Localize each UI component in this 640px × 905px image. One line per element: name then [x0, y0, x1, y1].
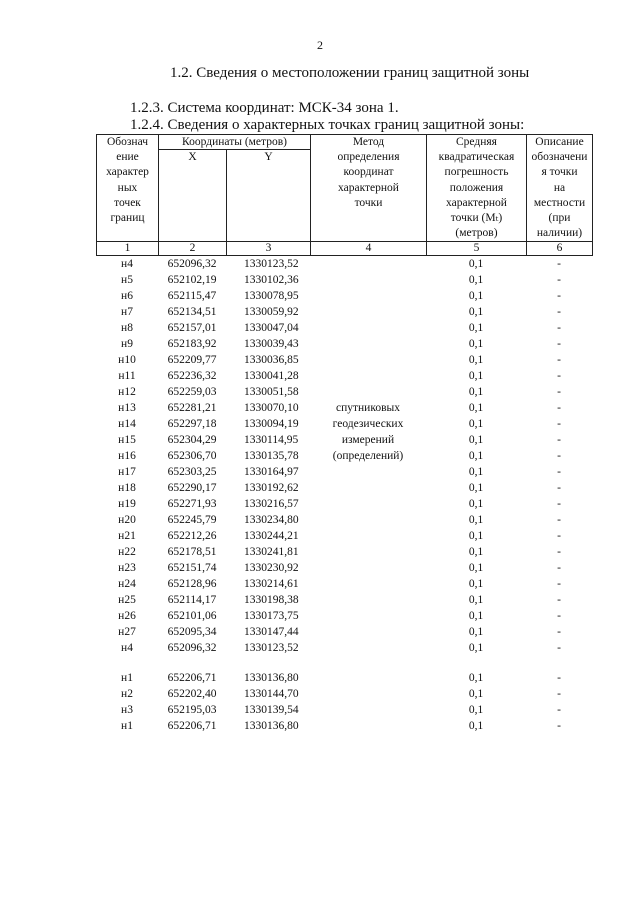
table-row [96, 304, 592, 320]
description-value: - [557, 720, 561, 732]
header-point-designation: Обознач ение характер ных точек границ [97, 135, 159, 242]
point-id: н3 [121, 704, 133, 716]
error-value: 0,1 [468, 482, 484, 494]
column-number: 6 [527, 242, 593, 256]
table-row [96, 480, 592, 496]
x-value: 652157,01 [167, 322, 217, 334]
table-row [96, 640, 592, 656]
point-id: н24 [118, 578, 136, 590]
table-row [96, 256, 592, 272]
y-value: 1330036,85 [244, 354, 299, 366]
error-value: 0,1 [468, 322, 484, 334]
point-id: н17 [118, 466, 136, 478]
error-value: 0,1 [468, 514, 484, 526]
coordinate-system-line: 1.2.3. Система координат: МСК-34 зона 1. [130, 100, 399, 116]
description-value: - [557, 290, 561, 302]
table-row [96, 496, 592, 512]
table-row [96, 368, 592, 384]
y-value: 1330051,58 [244, 386, 299, 398]
description-value: - [557, 688, 561, 700]
x-value: 652115,47 [167, 290, 217, 302]
point-id: н4 [121, 642, 133, 654]
table-row [96, 592, 592, 608]
x-value: 652202,40 [167, 688, 217, 700]
point-id: н20 [118, 514, 136, 526]
error-value: 0,1 [468, 258, 484, 270]
table-row [96, 686, 592, 702]
description-value: - [557, 562, 561, 574]
error-value: 0,1 [468, 434, 484, 446]
point-id: н2 [121, 688, 133, 700]
description-value: - [557, 450, 561, 462]
error-value: 0,1 [468, 546, 484, 558]
method-text: спутниковых геодезических измерений (определений) [332, 402, 404, 462]
table-row [96, 464, 592, 480]
table-row [96, 512, 592, 528]
table-row [96, 336, 592, 352]
column-number: 4 [311, 242, 427, 256]
y-value: 1330198,38 [244, 594, 299, 606]
table-row [96, 608, 592, 624]
table-row [96, 576, 592, 592]
x-value: 652128,96 [167, 578, 217, 590]
y-value: 1330241,81 [244, 546, 299, 558]
table-row [96, 528, 592, 544]
page-number: 2 [317, 38, 323, 52]
error-value: 0,1 [468, 626, 484, 638]
y-value: 1330094,19 [244, 418, 299, 430]
description-value: - [557, 578, 561, 590]
description-value: - [557, 322, 561, 334]
y-value: 1330139,54 [244, 704, 299, 716]
point-id: н10 [118, 354, 136, 366]
point-id: н5 [121, 274, 133, 286]
error-value: 0,1 [468, 530, 484, 542]
x-value: 652102,19 [167, 274, 217, 286]
description-value: - [557, 704, 561, 716]
y-value: 1330147,44 [244, 626, 299, 638]
x-value: 652096,32 [167, 258, 217, 270]
error-value: 0,1 [468, 610, 484, 622]
x-value: 652206,71 [167, 720, 217, 732]
description-value: - [557, 482, 561, 494]
section-title: 1.2. Сведения о местоположении границ защитной зоны [170, 65, 530, 81]
point-id: н7 [121, 306, 133, 318]
description-value: - [557, 626, 561, 638]
point-id: н14 [118, 418, 136, 430]
x-value: 652206,71 [167, 672, 217, 684]
error-value: 0,1 [468, 562, 484, 574]
error-value: 0,1 [468, 450, 484, 462]
x-value: 652183,92 [167, 338, 217, 350]
table-row [96, 384, 592, 400]
x-value: 652304,29 [167, 434, 217, 446]
description-value: - [557, 514, 561, 526]
error-value: 0,1 [468, 466, 484, 478]
point-id: н16 [118, 450, 136, 462]
error-value: 0,1 [468, 720, 484, 732]
error-value: 0,1 [468, 290, 484, 302]
y-value: 1330216,57 [244, 498, 299, 510]
description-value: - [557, 370, 561, 382]
y-value: 1330192,62 [244, 482, 299, 494]
x-value: 652297,18 [167, 418, 217, 430]
y-value: 1330244,21 [244, 530, 299, 542]
description-value: - [557, 354, 561, 366]
error-value: 0,1 [468, 672, 484, 684]
point-id: н18 [118, 482, 136, 494]
description-value: - [557, 594, 561, 606]
table-row [96, 670, 592, 686]
error-value: 0,1 [468, 338, 484, 350]
point-id: н1 [121, 672, 133, 684]
table-row [96, 352, 592, 368]
y-value: 1330136,80 [244, 720, 299, 732]
x-value: 652096,32 [167, 642, 217, 654]
error-value: 0,1 [468, 704, 484, 716]
description-value: - [557, 498, 561, 510]
description-value: - [557, 338, 561, 350]
x-value: 652209,77 [167, 354, 217, 366]
header-method: Метод определения координат характерной точки [311, 135, 427, 242]
description-value: - [557, 610, 561, 622]
error-value: 0,1 [468, 498, 484, 510]
error-value: 0,1 [468, 418, 484, 430]
x-value: 652195,03 [167, 704, 217, 716]
point-id: н1 [121, 720, 133, 732]
y-value: 1330078,95 [244, 290, 299, 302]
x-value: 652178,51 [167, 546, 217, 558]
y-value: 1330234,80 [244, 514, 299, 526]
description-value: - [557, 274, 561, 286]
x-value: 652245,79 [167, 514, 217, 526]
description-value: - [557, 258, 561, 270]
x-value: 652290,17 [167, 482, 217, 494]
x-value: 652281,21 [167, 402, 217, 414]
table-row [96, 624, 592, 640]
y-value: 1330135,78 [244, 450, 299, 462]
point-id: н15 [118, 434, 136, 446]
table-row [96, 544, 592, 560]
point-id: н13 [118, 402, 136, 414]
header-y: Y [227, 150, 311, 242]
y-value: 1330041,28 [244, 370, 299, 382]
x-value: 652259,03 [167, 386, 217, 398]
table-row [96, 288, 592, 304]
x-value: 652101,06 [167, 610, 217, 622]
y-value: 1330059,92 [244, 306, 299, 318]
y-value: 1330047,04 [244, 322, 299, 334]
description-value: - [557, 306, 561, 318]
table-row [96, 272, 592, 288]
y-value: 1330173,75 [244, 610, 299, 622]
point-id: н9 [121, 338, 133, 350]
points-table-body [96, 256, 592, 734]
error-value: 0,1 [468, 688, 484, 700]
point-id: н22 [118, 546, 136, 558]
table-row [96, 320, 592, 336]
table-row [96, 560, 592, 576]
y-value: 1330039,43 [244, 338, 299, 350]
description-value: - [557, 546, 561, 558]
x-value: 652212,26 [167, 530, 217, 542]
table-row [96, 702, 592, 718]
error-value: 0,1 [468, 578, 484, 590]
description-value: - [557, 386, 561, 398]
x-value: 652271,93 [167, 498, 217, 510]
x-value: 652134,51 [167, 306, 217, 318]
error-value: 0,1 [468, 402, 484, 414]
column-number: 1 [97, 242, 159, 256]
point-id: н11 [118, 370, 136, 382]
y-value: 1330144,70 [244, 688, 299, 700]
x-value: 652306,70 [167, 450, 217, 462]
header-x: X [159, 150, 227, 242]
error-value: 0,1 [468, 386, 484, 398]
point-id: н6 [121, 290, 133, 302]
point-id: н8 [121, 322, 133, 334]
description-value: - [557, 466, 561, 478]
point-id: н23 [118, 562, 136, 574]
point-id: н19 [118, 498, 136, 510]
description-value: - [557, 402, 561, 414]
description-value: - [557, 434, 561, 446]
y-value: 1330123,52 [244, 642, 299, 654]
y-value: 1330070,10 [244, 402, 299, 414]
x-value: 652114,17 [167, 594, 217, 606]
y-value: 1330136,80 [244, 672, 299, 684]
y-value: 1330102,36 [244, 274, 299, 286]
description-value: - [557, 672, 561, 684]
point-id: н26 [118, 610, 136, 622]
column-number: 3 [227, 242, 311, 256]
description-value: - [557, 642, 561, 654]
points-info-line: 1.2.4. Сведения о характерных точках границ защитной зоны: [130, 117, 525, 133]
column-number: 2 [159, 242, 227, 256]
header-mean-error: Средняя квадратическая погрешность положения характерной точки (Mₜ) (метров) [427, 135, 527, 242]
point-id: н4 [121, 258, 133, 270]
column-number: 5 [427, 242, 527, 256]
x-value: 652236,32 [167, 370, 217, 382]
error-value: 0,1 [468, 274, 484, 286]
point-id: н27 [118, 626, 136, 638]
y-value: 1330114,95 [244, 434, 299, 446]
x-value: 652303,25 [167, 466, 217, 478]
y-value: 1330230,92 [244, 562, 299, 574]
points-table-header [96, 134, 593, 256]
table-row [96, 718, 592, 734]
description-value: - [557, 530, 561, 542]
point-id: н12 [118, 386, 136, 398]
description-value: - [557, 418, 561, 430]
header-coordinates: Координаты (метров) [159, 135, 311, 150]
y-value: 1330214,61 [244, 578, 299, 590]
error-value: 0,1 [468, 354, 484, 366]
error-value: 0,1 [468, 594, 484, 606]
point-id: н21 [118, 530, 136, 542]
x-value: 652151,74 [167, 562, 217, 574]
y-value: 1330123,52 [244, 258, 299, 270]
header-description: Описание обозначени я точки на местности (при наличии) [527, 135, 593, 242]
error-value: 0,1 [468, 306, 484, 318]
error-value: 0,1 [468, 642, 484, 654]
error-value: 0,1 [468, 370, 484, 382]
y-value: 1330164,97 [244, 466, 299, 478]
x-value: 652095,34 [167, 626, 217, 638]
point-id: н25 [118, 594, 136, 606]
